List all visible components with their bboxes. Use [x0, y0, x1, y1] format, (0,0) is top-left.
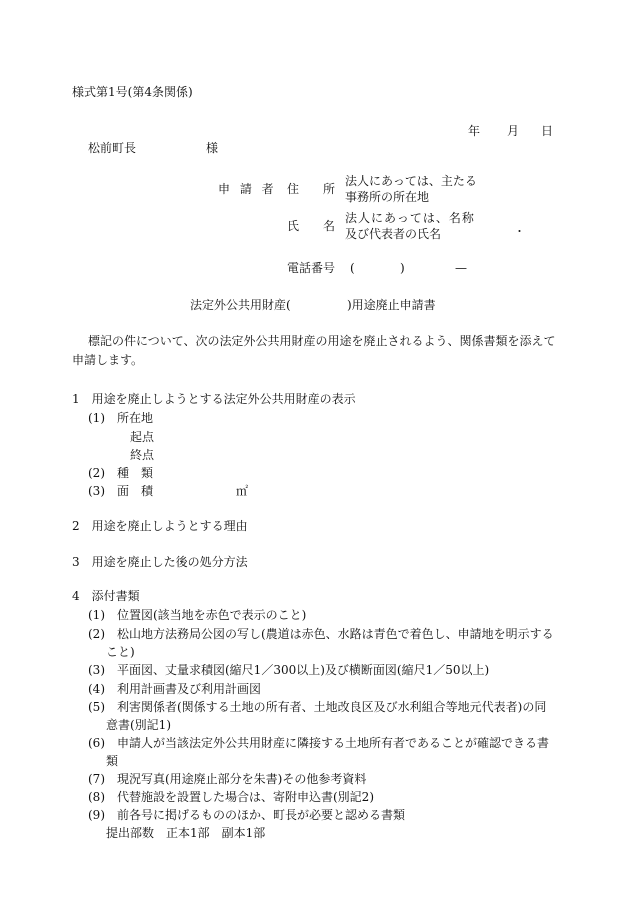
section3-heading: 3 用途を廃止した後の処分方法 — [72, 555, 248, 569]
section1-item-type: (2) 種 類 — [88, 466, 153, 480]
addressee-honorific: 様 — [206, 141, 219, 155]
attachment-item: (2) 松山地方法務局公図の写し(農道は赤色、水路は青色で着色し、申請地を明示する — [88, 627, 554, 641]
intro-line1: 標記の件について、次の法定外公共用財産の用途を廃止されるよう、関係書類を添えて — [88, 334, 556, 348]
attachment-item: (1) 位置図(該当地を赤色で表示のこと) — [88, 608, 307, 622]
attachment-item: (8) 代替施設を設置した場合は、寄附申込書(別記2) — [88, 790, 374, 804]
attachment-item-continuation: 類 — [106, 754, 119, 768]
submission-copies: 提出部数 正本1部 副本1部 — [106, 826, 266, 840]
area-unit: ㎡ — [236, 484, 249, 498]
addressee: 松前町長 — [88, 141, 137, 155]
applicant-label: 申 請 者 — [218, 182, 277, 196]
date-month-label: 月 — [507, 124, 520, 138]
date-day-label: 日 — [541, 124, 554, 138]
section2-heading: 2 用途を廃止しようとする理由 — [72, 519, 248, 533]
address-label-b: 所 — [323, 182, 336, 196]
intro-line2: 申請します。 — [72, 353, 144, 367]
section1-item-area: (3) 面 積 — [88, 484, 153, 498]
seal-mark: ・ — [514, 225, 525, 238]
name-label-b: 名 — [323, 219, 336, 233]
attachment-item: (5) 利害関係者(関係する土地の所有者、土地改良区及び水利組合等地元代表者)の同 — [88, 700, 547, 714]
name-note-line1: 法人にあっては、名称 — [345, 211, 475, 225]
attachment-item: (3) 平面図、丈量求積図(縮尺1／300以上)及び横断面図(縮尺1／50以上) — [88, 663, 490, 677]
section1-item-location: (1) 所在地 — [88, 411, 153, 425]
attachment-item-continuation: 意書(別記1) — [106, 718, 171, 732]
phone-label: 電話番号 — [287, 261, 336, 275]
document-title-prefix: 法定外公共用財産( — [190, 298, 291, 312]
address-label-a: 住 — [287, 182, 300, 196]
name-note-line2: 及び代表者の氏名 — [345, 227, 442, 241]
address-note-line1: 法人にあっては、主たる — [345, 174, 477, 188]
date-year-label: 年 — [468, 124, 481, 138]
phone-paren-open: ( — [350, 261, 355, 275]
form-number-label: 様式第1号(第4条関係) — [72, 85, 193, 99]
attachment-item: (4) 利用計画書及び利用計画図 — [88, 682, 261, 696]
section4-heading: 4 添付書類 — [72, 589, 140, 603]
address-note-line2: 事務所の所在地 — [345, 190, 430, 204]
section1-start-point: 起点 — [130, 430, 155, 444]
name-label-a: 氏 — [287, 219, 300, 233]
section1-end-point: 終点 — [130, 448, 155, 462]
attachment-item: (9) 前各号に掲げるもののほか、町長が必要と認める書類 — [88, 808, 406, 822]
phone-dash: — — [455, 261, 467, 275]
attachment-item: (7) 現況写真(用途廃止部分を朱書)その他参考資料 — [88, 772, 367, 786]
attachment-item: (6) 申請人が当該法定外公共用財産に隣接する土地所有者であることが確認できる書 — [88, 736, 550, 750]
attachment-item-continuation: こと) — [106, 645, 135, 659]
phone-paren-close: ) — [400, 261, 405, 275]
document-title-suffix: )用途廃止申請書 — [347, 298, 436, 312]
section1-heading: 1 用途を廃止しようとする法定外公共用財産の表示 — [72, 392, 356, 406]
